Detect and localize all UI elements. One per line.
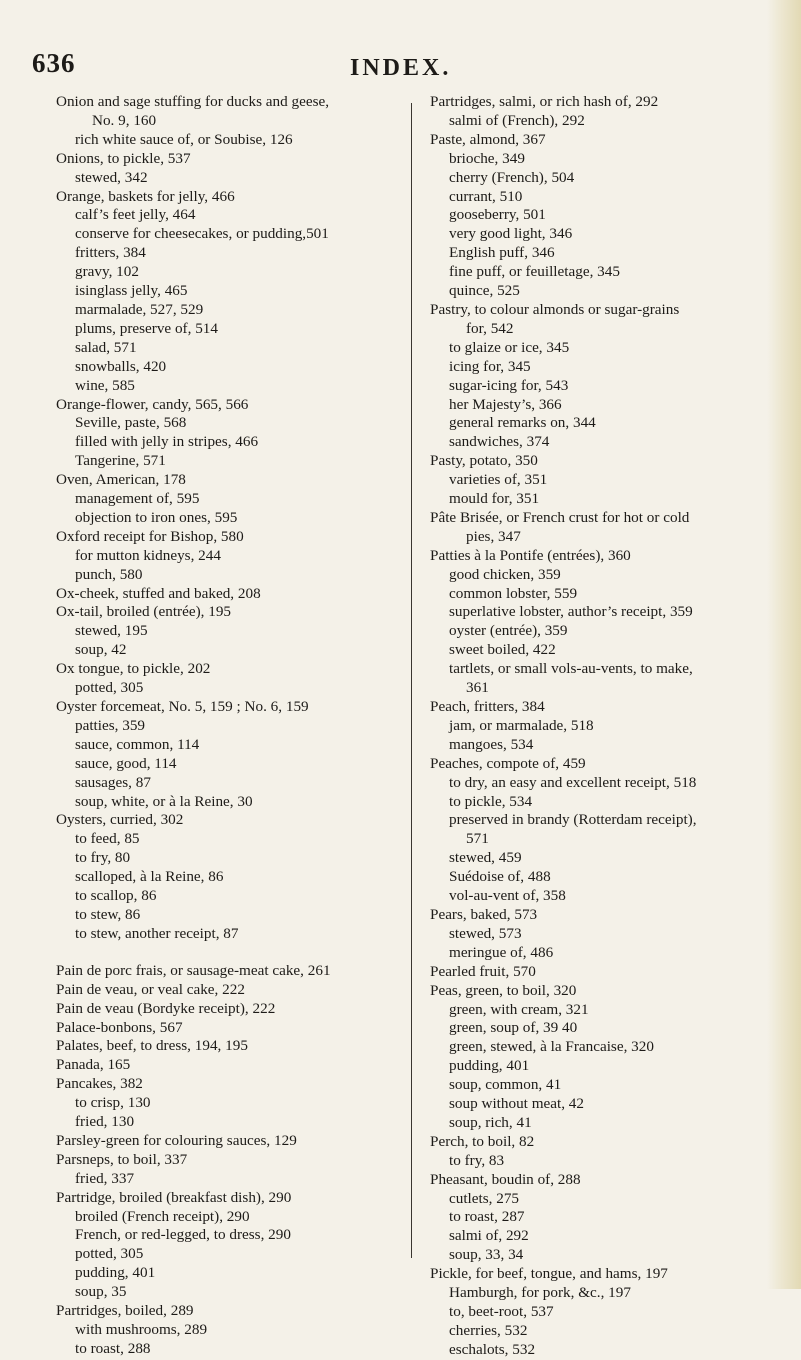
index-entry: Perch, to boil, 82 [430, 1132, 535, 1150]
index-entry: Pain de porc frais, or sausage-meat cake, 261 [56, 961, 331, 979]
index-entry: Pâte Brisée, or French crust for hot or cold [430, 508, 690, 526]
page-number: 636 [32, 48, 76, 78]
index-subentry: sauce, common, 114 [75, 735, 200, 753]
index-subentry: soup, 33, 34 [449, 1246, 524, 1264]
column-rule [411, 103, 412, 1258]
index-entry: Pain de veau, or veal cake, 222 [56, 980, 245, 998]
index-entry: Parsneps, to boil, 337 [56, 1150, 188, 1168]
index-subentry: objection to iron ones, 595 [75, 508, 238, 526]
index-subentry: oyster (entrée), 359 [449, 622, 568, 640]
index-subentry: fried, 130 [75, 1113, 135, 1131]
index-entry: Palates, beef, to dress, 194, 195 [56, 1037, 248, 1055]
index-entry: Parsley-green for colouring sauces, 129 [56, 1131, 297, 1149]
index-subentry: to, beet-root, 537 [449, 1303, 554, 1320]
index-subentry: 361 [466, 679, 489, 697]
index-subentry: patties, 359 [75, 716, 146, 734]
index-subentry: to scallop, 86 [75, 887, 157, 905]
index-entry: Pearled fruit, 570 [430, 962, 536, 980]
index-subentry: eschalots, 532 [449, 1340, 536, 1358]
index-subentry: with mushrooms, 289 [75, 1321, 208, 1338]
index-subentry: to fry, 80 [75, 849, 131, 867]
index-subentry: general remarks on, 344 [449, 414, 596, 432]
index-subentry: Seville, paste, 568 [75, 414, 187, 432]
index-entry: Onion and sage stuffing for ducks and geese, [56, 93, 330, 110]
index-subentry: calf’s feet jelly, 464 [75, 206, 196, 224]
index-subentry: broiled (French receipt), 290 [75, 1207, 250, 1225]
index-entry: Partridges, salmi, or rich hash of, 292 [430, 93, 659, 110]
index-entry: Orange, baskets for jelly, 466 [56, 187, 235, 205]
index-subentry: green, stewed, à la Francaise, 320 [449, 1038, 654, 1056]
index-entry: Ox-cheek, stuffed and baked, 208 [56, 584, 261, 602]
running-head: INDEX. [350, 55, 452, 81]
index-subentry: management of, 595 [75, 490, 200, 508]
index-subentry: meringue of, 486 [449, 943, 554, 961]
index-entry: Onions, to pickle, 537 [56, 149, 191, 167]
index-subentry: salad, 571 [75, 338, 137, 356]
index-subentry: varieties of, 351 [449, 471, 548, 489]
index-subentry: sugar-icing for, 543 [449, 376, 569, 394]
index-subentry: salmi of, 292 [449, 1227, 529, 1245]
index-subentry: for, 542 [466, 319, 514, 337]
index-subentry: gooseberry, 501 [449, 206, 546, 224]
index-subentry: cherries, 532 [449, 1321, 528, 1339]
index-subentry: for mutton kidneys, 244 [75, 546, 221, 564]
index-subentry: Tangerine, 571 [75, 452, 166, 470]
index-entry: Orange-flower, candy, 565, 566 [56, 395, 249, 413]
index-subentry: English puff, 346 [449, 244, 555, 262]
index-subentry: isinglass jelly, 465 [75, 282, 188, 300]
index-subentry: No. 9, 160 [92, 111, 157, 129]
index-subentry: tartlets, or small vols-au-vents, to make, [449, 660, 693, 678]
index-entry: Pickle, for beef, tongue, and hams, 197 [430, 1265, 668, 1283]
index-entry: Oven, American, 178 [56, 471, 186, 489]
index-subentry: to dry, an easy and excellent receipt, 518 [449, 773, 697, 791]
index-subentry: stewed, 342 [75, 168, 148, 186]
index-subentry: good chicken, 359 [449, 565, 561, 583]
index-subentry: potted, 305 [75, 679, 144, 697]
index-subentry: common lobster, 559 [449, 584, 578, 602]
index-subentry: conserve for cheesecakes, or pudding,501 [75, 225, 329, 243]
index-subentry: soup, 35 [75, 1283, 127, 1301]
index-entry: Oysters, curried, 302 [56, 811, 184, 829]
index-entry: Palace-bonbons, 567 [56, 1018, 183, 1036]
index-subentry: preserved in brandy (Rotterdam receipt), [449, 811, 697, 829]
index-subentry: salmi of (French), 292 [449, 111, 585, 129]
index-entry: Pain de veau (Bordyke receipt), 222 [56, 999, 276, 1017]
index-subentry: to stew, 86 [75, 905, 141, 923]
index-subentry: soup, rich, 41 [449, 1113, 532, 1131]
index-subentry: rich white sauce of, or Soubise, 126 [75, 130, 293, 148]
index-subentry: wine, 585 [75, 376, 135, 394]
index-subentry: potted, 305 [75, 1245, 144, 1263]
index-subentry: to feed, 85 [75, 830, 140, 848]
index-subentry: fine puff, or feuilletage, 345 [449, 263, 620, 281]
index-subentry: punch, 580 [75, 565, 143, 583]
index-subentry: to roast, 287 [449, 1208, 525, 1226]
index-subentry: 571 [466, 830, 489, 848]
index-subentry: French, or red-legged, to dress, 290 [75, 1226, 291, 1244]
index-entry: Oxford receipt for Bishop, 580 [56, 527, 244, 545]
index-entry: Ox tongue, to pickle, 202 [56, 660, 211, 678]
index-subentry: to stew, another receipt, 87 [75, 924, 239, 942]
index-subentry: sausages, 87 [75, 773, 151, 791]
index-subentry: mould for, 351 [449, 490, 540, 508]
index-subentry: cutlets, 275 [449, 1189, 520, 1207]
index-subentry: icing for, 345 [449, 357, 531, 375]
index-subentry: jam, or marmalade, 518 [449, 716, 594, 734]
index-subentry: pudding, 401 [75, 1264, 156, 1282]
index-subentry: stewed, 573 [449, 924, 522, 942]
index-subentry: to glaize or ice, 345 [449, 338, 570, 356]
index-subentry: mangoes, 534 [449, 735, 534, 753]
index-subentry: sweet boiled, 422 [449, 641, 556, 659]
index-entry: Peas, green, to boil, 320 [430, 981, 577, 999]
index-subentry: plums, preserve of, 514 [75, 319, 218, 337]
index-entry: Pheasant, boudin of, 288 [430, 1170, 581, 1188]
index-subentry: green, soup of, 39 40 [449, 1019, 578, 1037]
index-entry: Partridges, boiled, 289 [56, 1302, 194, 1320]
index-entry: Peach, fritters, 384 [430, 698, 545, 715]
index-subentry: soup, white, or à la Reine, 30 [75, 792, 253, 810]
index-subentry: stewed, 459 [449, 849, 522, 867]
index-entry: Oyster forcemeat, No. 5, 159 ; No. 6, 159 [56, 698, 309, 715]
index-subentry: her Majesty’s, 366 [449, 395, 562, 413]
index-column-left [56, 93, 386, 1359]
index-subentry: to roast, 288 [75, 1339, 151, 1357]
index-subentry: cherry (French), 504 [449, 168, 575, 186]
index-entry: Pears, baked, 573 [430, 905, 538, 923]
index-subentry: Suédoise of, 488 [449, 868, 551, 886]
index-entry: Panada, 165 [56, 1056, 131, 1074]
index-subentry: currant, 510 [449, 187, 523, 205]
index-subentry: soup, common, 41 [449, 1076, 562, 1094]
index-entry: Peaches, compote of, 459 [430, 754, 586, 772]
index-subentry: gravy, 102 [75, 263, 139, 281]
index-subentry: stewed, 195 [75, 622, 148, 640]
index-subentry: very good light, 346 [449, 225, 573, 243]
index-subentry: sauce, good, 114 [75, 754, 177, 772]
index-subentry: soup, 42 [75, 641, 127, 659]
index-subentry: superlative lobster, author’s receipt, 359 [449, 603, 693, 621]
index-subentry: to crisp, 130 [75, 1094, 151, 1112]
section-gap [56, 944, 386, 962]
index-subentry: fritters, 384 [75, 244, 146, 262]
index-subentry: pudding, 401 [449, 1057, 530, 1075]
index-subentry: fried, 337 [75, 1169, 135, 1187]
index-subentry: brioche, 349 [449, 149, 525, 167]
index-subentry: quince, 525 [449, 282, 520, 300]
index-subentry: Hamburgh, for pork, &c., 197 [449, 1284, 631, 1302]
index-subentry: to pickle, 534 [449, 792, 533, 810]
index-entry: Pasty, potato, 350 [430, 452, 538, 470]
index-entry: Patties à la Pontife (entrées), 360 [430, 546, 631, 564]
index-subentry: scalloped, à la Reine, 86 [75, 868, 224, 886]
index-subentry: green, with cream, 321 [449, 1000, 589, 1018]
index-entry: Pancakes, 382 [56, 1075, 143, 1093]
index-entry: Paste, almond, 367 [430, 130, 546, 148]
index-subentry: to fry, 83 [449, 1151, 505, 1169]
index-subentry: snowballs, 420 [75, 357, 167, 375]
index-entry: Pastry, to colour almonds or sugar-grains [430, 300, 680, 318]
index-entry: Partridge, broiled (breakfast dish), 290 [56, 1188, 292, 1206]
index-subentry: filled with jelly in stripes, 466 [75, 433, 259, 451]
index-subentry: pies, 347 [466, 527, 521, 545]
index-subentry: sandwiches, 374 [449, 433, 550, 451]
index-column-right [430, 93, 775, 1360]
index-subentry: vol-au-vent of, 358 [449, 887, 566, 905]
index-subentry: marmalade, 527, 529 [75, 300, 204, 318]
index-entry: Ox-tail, broiled (entrée), 195 [56, 603, 232, 621]
index-subentry: soup without meat, 42 [449, 1095, 584, 1113]
